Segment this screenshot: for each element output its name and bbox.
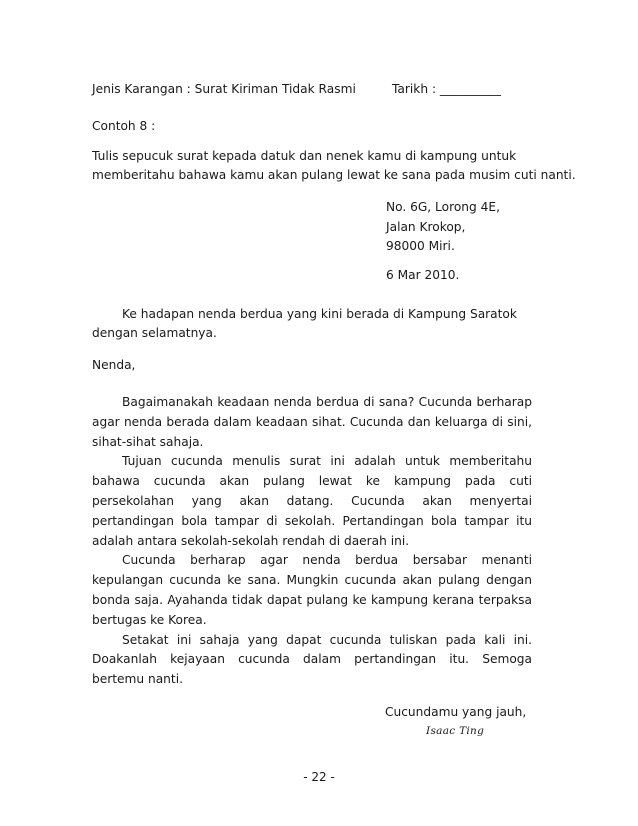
instruction-line-1: Tulis sepucuk surat kepada datuk dan nenek kamu di kampung untuk (92, 149, 517, 163)
instruction-text (92, 147, 576, 185)
closing-phrase: Cucundamu yang jauh, (385, 705, 527, 719)
address-line-3: 98000 Miri. (386, 239, 455, 253)
address-line-2: Jalan Krokop, (386, 219, 466, 234)
recipient-text: Ke hadapan nenda berdua yang kini berada di Kampung Saratok dengan selamatnya. (92, 307, 517, 340)
body-paragraph-4: Setakat ini sahaja yang dapat cucunda tuliskan pada kali ini. Doakanlah kejayaan cucunda dalam pertandingan itu. Semoga bertemu nanti. (92, 632, 532, 687)
address-line-1: No. 6G, Lorong 4E, (386, 200, 500, 214)
letter-date: 6 Mar 2010. (386, 268, 460, 282)
recipient-line (92, 305, 532, 343)
body-paragraph-2: Tujuan cucunda menulis surat ini adalah untuk memberitahu bahawa cucunda akan pulang lewat ke kampung pada cuti persekolahan yang akan datang. Cucunda akan menyertai pertandingan bola tampar di sekolah. Pertandingan bola tampar itu adalah antara sekolah-sekolah rendah di daerah ini. (92, 454, 532, 548)
body-paragraph-1: Bagaimanakah keadaan nenda berdua di sana? Cucunda berharap agar nenda berada dalam keadaan sihat. Cucunda dan keluarga di sini, sihat-sihat sahaja. (92, 395, 532, 449)
example-label: Contoh 8 : (92, 119, 156, 133)
essay-type-heading: Jenis Karangan : Surat Kiriman Tidak Rasmi (92, 82, 356, 96)
greeting: Nenda, (92, 358, 136, 372)
date-field-label: Tarikh : __________ (392, 82, 501, 96)
body-paragraph-3: Cucunda berharap agar nenda berdua bersabar menanti kepulangan cucunda ke sana. Mungkin cucunda akan pulang dengan bonda saja. Ayahanda tidak dapat pulang ke kampung kerana terpaksa bertugas ke Korea. (92, 553, 532, 627)
page-number: - 22 - (303, 770, 335, 784)
instruction-line-2: memberitahu bahawa kamu akan pulang lewat ke sana pada musim cuti nanti. (92, 168, 576, 182)
letter-body (92, 393, 532, 690)
sender-address (386, 198, 500, 257)
signature: Isaac Ting (426, 725, 485, 737)
